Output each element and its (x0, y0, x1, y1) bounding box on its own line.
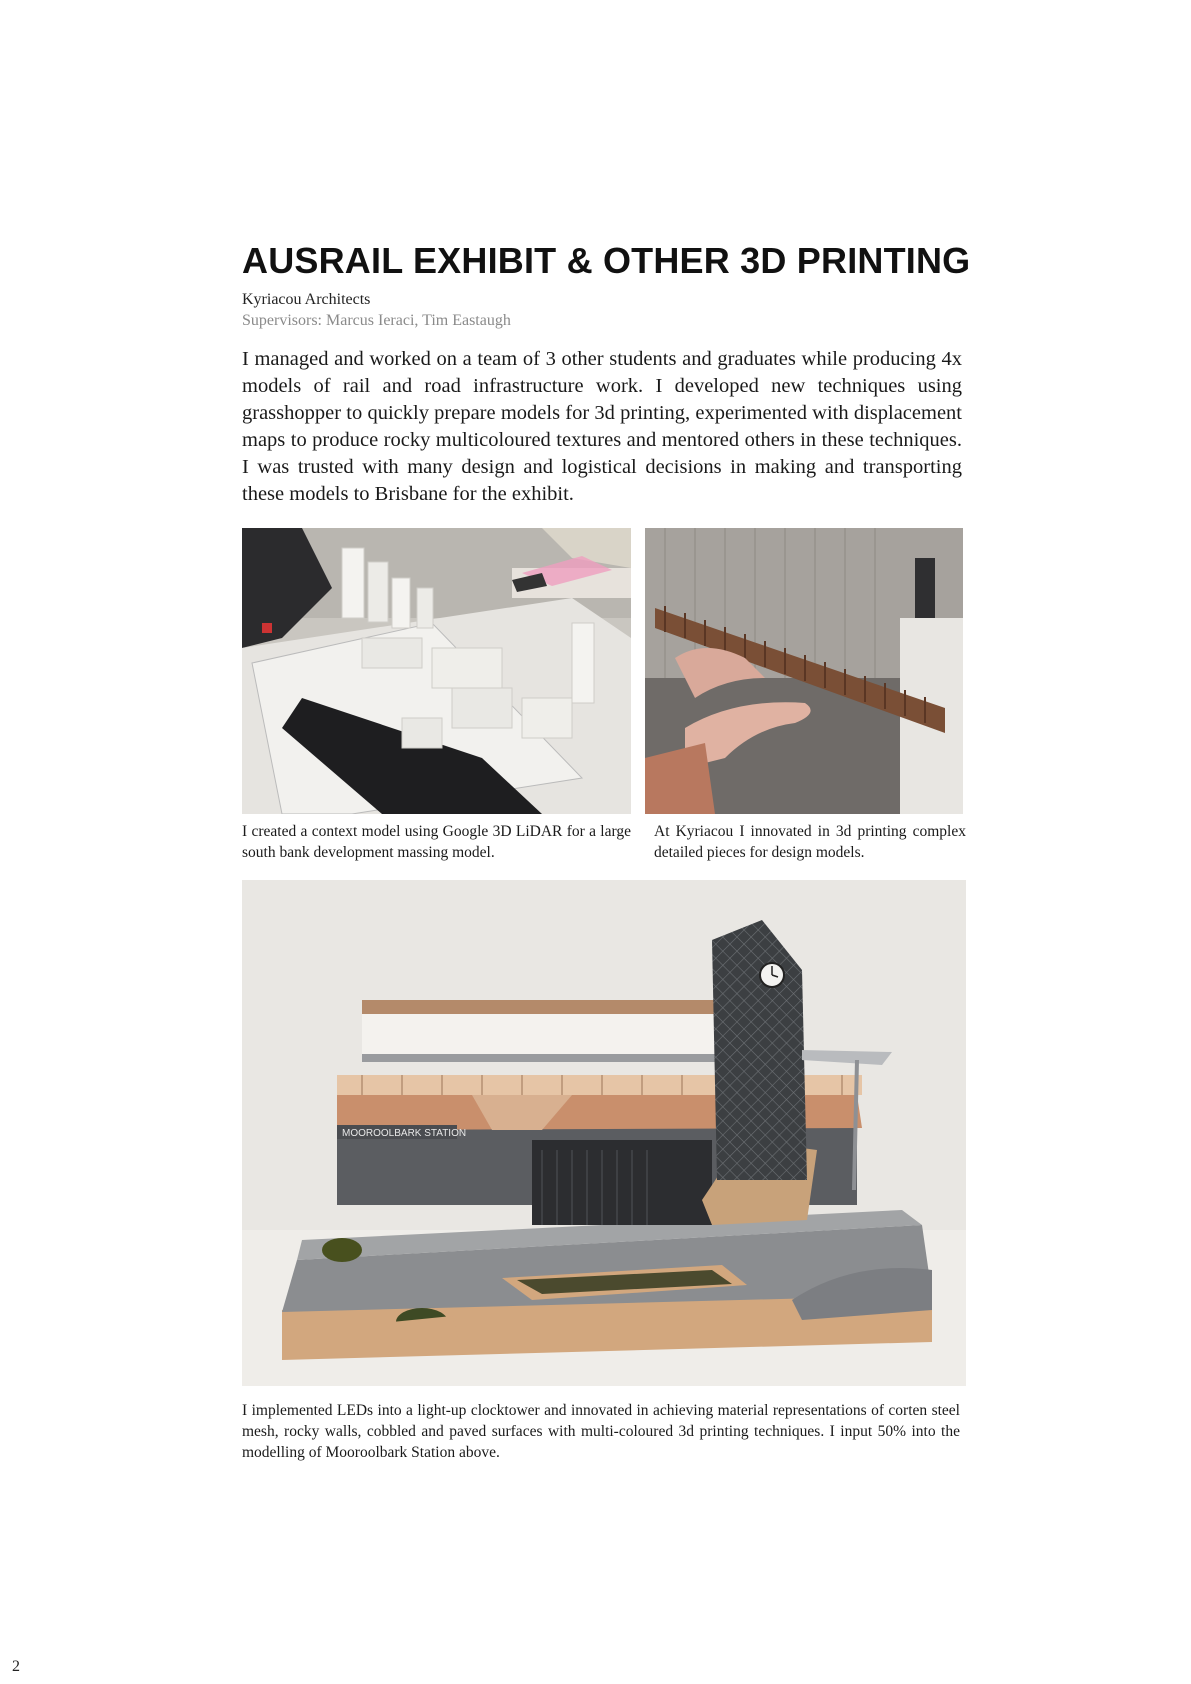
figure-caption: I implemented LEDs into a light-up clocktower and innovated in achieving material representations of corten steel mesh, rocky walls, cobbled and paved surfaces with multi-coloured 3d printing techniques. I input 50% into the modelling of Mooroolbark Station above. (242, 1402, 960, 1461)
station-model-photo (242, 880, 966, 1386)
supervisors-line: Supervisors: Marcus Ieraci, Tim Eastaugh (242, 312, 511, 329)
intro-paragraph: I managed and worked on a team of 3 other students and graduates while producing 4x models of rail and road infrastructure work. I developed new techniques using grasshopper to quickly prepare models for 3d printing, experimented with displacement maps to produce rocky multicoloured textures and mentored others in these techniques. I was trusted with many design and logistical decisions in making and transporting these models to Brisbane for the exhibit. (242, 348, 962, 505)
printed-piece-photo (645, 528, 963, 814)
figure-caption: At Kyriacou I innovated in 3d printing complex detailed pieces for design models. (654, 823, 966, 861)
page-title: AUSRAIL EXHIBIT & OTHER 3D PRINTING (242, 240, 971, 281)
page-number: 2 (12, 1658, 20, 1675)
figure-caption: I created a context model using Google 3D LiDAR for a large south bank development massing model. (242, 823, 631, 861)
station-sign: MOOROOLBARK STATION (342, 1128, 467, 1139)
firm-name: Kyriacou Architects (242, 291, 371, 308)
context-model-photo (242, 528, 631, 814)
